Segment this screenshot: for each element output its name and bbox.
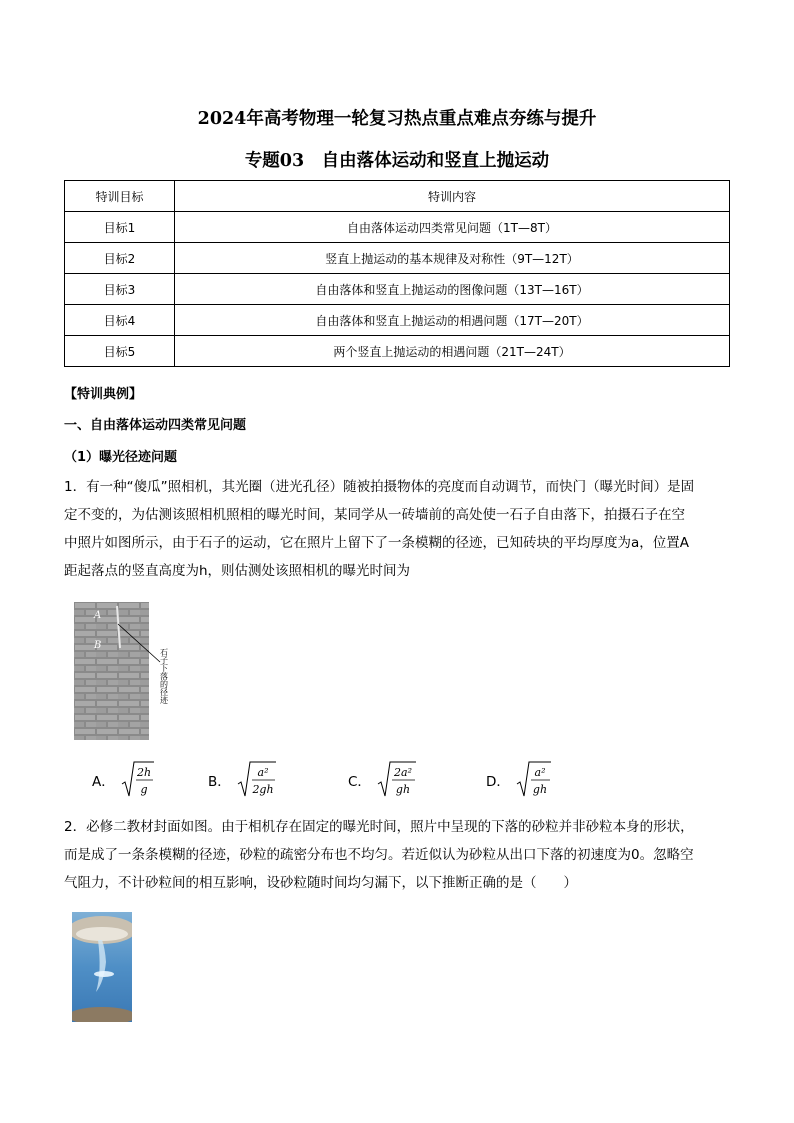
- falling-sand-photo: [72, 912, 132, 1022]
- table-header-row: [65, 181, 730, 212]
- question-2-text: [64, 813, 732, 897]
- figure-caption: 石子下落的径迹: [159, 648, 169, 704]
- table-cell: 目标5: [65, 336, 175, 367]
- sqrt-fraction: [377, 760, 417, 800]
- option-d[interactable]: [486, 760, 552, 800]
- label-b: B: [94, 640, 102, 651]
- table-header-cell: 特训内容: [175, 181, 730, 212]
- text-line: 气阻力，不计砂粒间的相互影响，设砂粒随时间均匀漏下，以下推断正确的是（ ）: [64, 875, 577, 891]
- goals-table: [64, 180, 730, 367]
- denominator: gh: [532, 783, 547, 796]
- table-row: [65, 336, 730, 367]
- table-row: [65, 212, 730, 243]
- subsection-heading: （1）曝光径迹问题: [64, 450, 178, 465]
- option-c[interactable]: [348, 760, 417, 800]
- numerator: 2a²: [393, 766, 412, 779]
- label-a: A: [94, 610, 102, 621]
- table-cell: 目标1: [65, 212, 175, 243]
- option-letter: C．: [348, 774, 371, 790]
- table-cell: 目标2: [65, 243, 175, 274]
- option-b[interactable]: [208, 760, 277, 800]
- option-letter: D．: [486, 774, 510, 790]
- table-cell: 自由落体和竖直上抛运动的相遇问题（17T—20T）: [175, 305, 730, 336]
- option-a[interactable]: [92, 760, 155, 800]
- table-cell: 目标4: [65, 305, 175, 336]
- document-title: 2024年高考物理一轮复习热点重点难点夯练与提升: [197, 109, 597, 129]
- numerator: 2h: [136, 766, 151, 779]
- table-cell: 目标3: [65, 274, 175, 305]
- denominator: g: [140, 783, 148, 796]
- option-letter: B．: [208, 774, 231, 790]
- table-cell: 两个竖直上抛运动的相遇问题（21T—24T）: [175, 336, 730, 367]
- text-line: 定不变的，为估测该照相机照相的曝光时间，某同学从一砖墙前的高处使一石子自由落下，拍摄石子在空: [64, 507, 685, 523]
- text-line: 距起落点的竖直高度为h，则估测处该照相机的曝光时间为: [64, 563, 411, 579]
- table-header-cell: 特训目标: [65, 181, 175, 212]
- table-row: [65, 305, 730, 336]
- sqrt-fraction: [516, 760, 552, 800]
- section-heading: 一、自由落体运动四类常见问题: [64, 418, 247, 433]
- text-line: 1．有一种“傻瓜”照相机，其光圈（进光孔径）随被拍摄物体的亮度而自动调节，而快门（曝光时间）是固: [64, 479, 695, 495]
- section-label: 【特训典例】: [64, 387, 143, 402]
- table-row: [65, 274, 730, 305]
- text-line: 2．必修二教材封面如图。由于相机存在固定的曝光时间，照片中呈现的下落的砂粒并非砂粒本身的形状，: [64, 819, 694, 835]
- sqrt-fraction: [237, 760, 277, 800]
- denominator: 2gh: [252, 783, 274, 796]
- text-line: 中照片如图所示，由于石子的运动，它在照片上留下了一条模糊的径迹，已知砖块的平均厚度为a，位置A: [64, 535, 690, 551]
- option-letter: A．: [92, 774, 115, 790]
- denominator: gh: [395, 783, 411, 796]
- sqrt-fraction: [121, 760, 155, 800]
- table-cell: 竖直上抛运动的基本规律及对称性（9T—12T）: [175, 243, 730, 274]
- table-row: [65, 243, 730, 274]
- numerator: a²: [257, 766, 269, 779]
- table-cell: 自由落体和竖直上抛运动的图像问题（13T—16T）: [175, 274, 730, 305]
- document-subtitle: 专题03 自由落体运动和竖直上抛运动: [244, 151, 550, 171]
- brick-wall-photo: [74, 602, 184, 740]
- question-1-text: [64, 473, 732, 585]
- table-cell: 自由落体运动四类常见问题（1T—8T）: [175, 212, 730, 243]
- text-line: 而是成了一条条模糊的径迹，砂粒的疏密分布也不均匀。若近似认为砂粒从出口下落的初速度为0。忽略空: [64, 847, 694, 863]
- numerator: a²: [534, 766, 546, 779]
